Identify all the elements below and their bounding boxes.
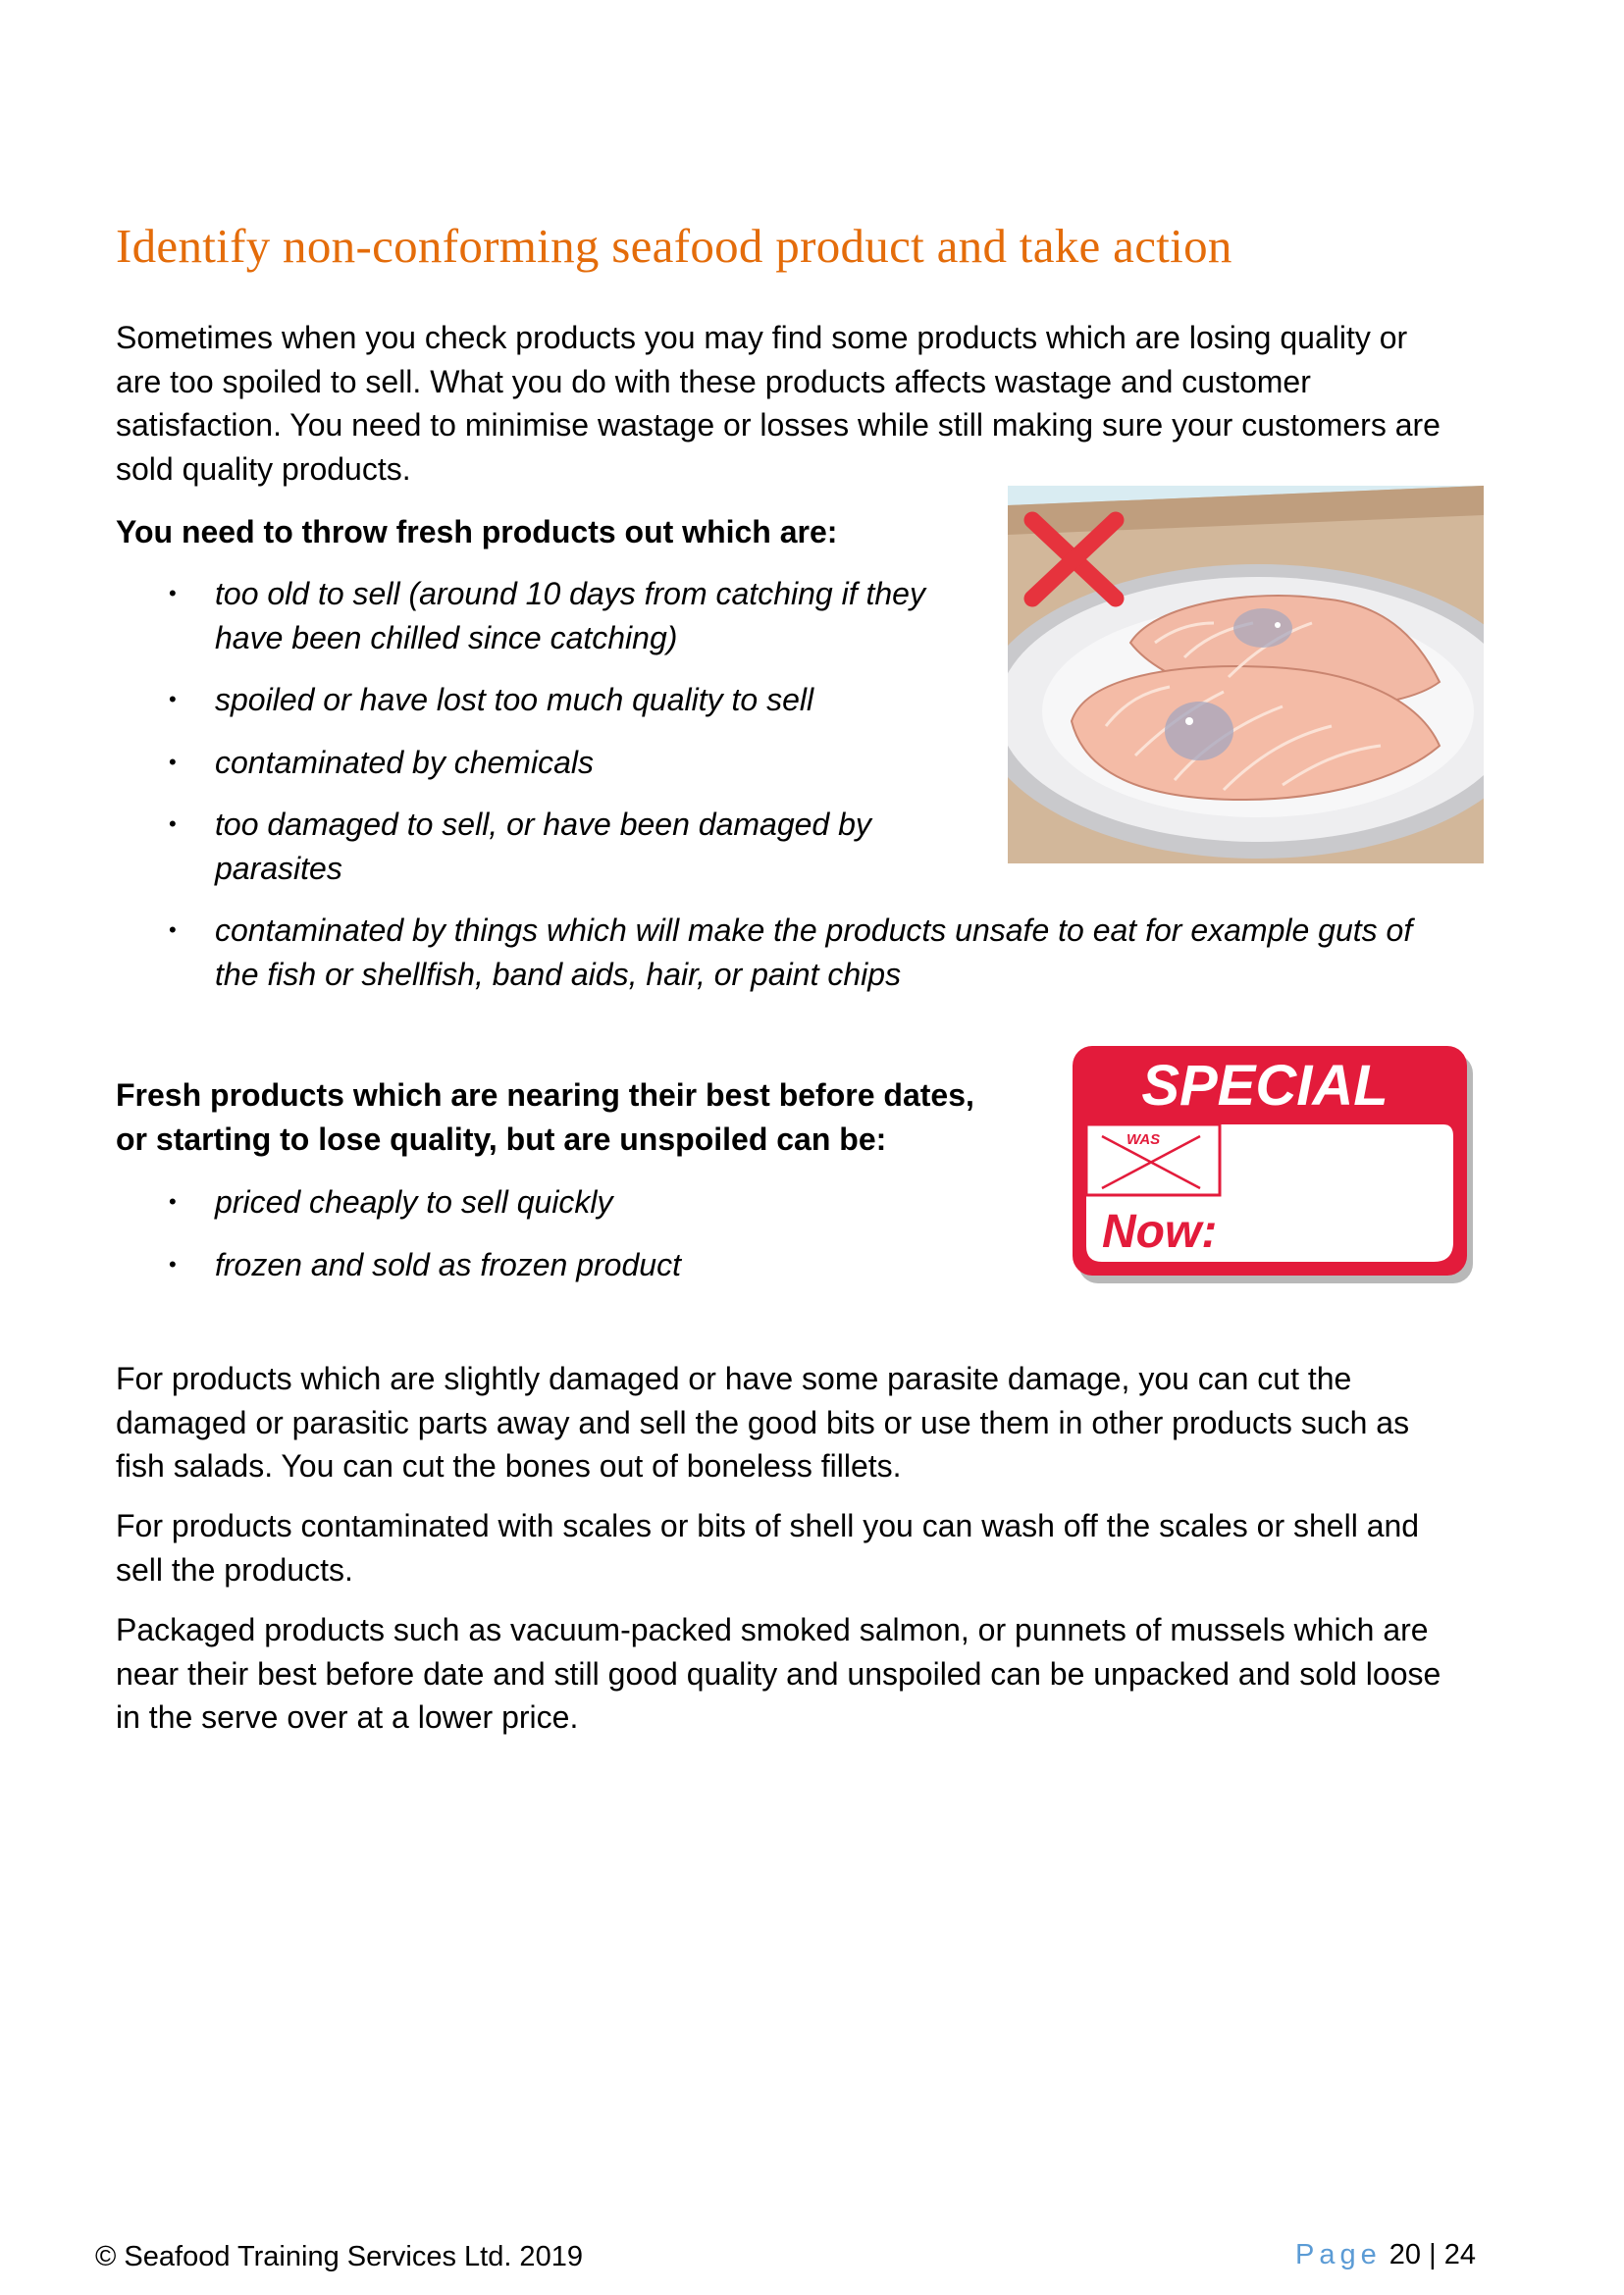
bullet-icon: • xyxy=(169,1189,177,1214)
text-line: in the serve over at a lower price. xyxy=(116,1699,579,1735)
page-word: Page xyxy=(1295,2239,1382,2270)
bullet-icon: • xyxy=(169,917,177,942)
bullet-icon: • xyxy=(169,811,177,836)
spoiled-fish-illustration xyxy=(1008,486,1484,863)
footer-copyright: © Seafood Training Services Ltd. 2019 xyxy=(95,2241,583,2272)
text-line: are too spoiled to sell. What you do with these products affects wastage and customer xyxy=(116,363,1311,399)
text-line: fish salads. You can cut the bones out of boneless fillets. xyxy=(116,1448,902,1484)
list-item: • too old to sell (around 10 days from catching if they have been chilled since catching) xyxy=(0,572,1412,659)
list-item: • priced cheaply to sell quickly xyxy=(0,1180,681,1225)
page-title: Identify non-conforming seafood product and take action xyxy=(116,219,1232,273)
special-price-label xyxy=(1073,1046,1475,1285)
text-line: For products which are slightly damaged or have some parasite damage, you can cut the xyxy=(116,1361,1352,1396)
text-line: satisfaction. You need to minimise wastage or losses while still making sure your customers are xyxy=(116,407,1441,443)
bullet-icon: • xyxy=(169,581,177,605)
list-item: • spoiled or have lost too much quality to sell xyxy=(0,678,1412,722)
list-item: • contaminated by things which will make the products unsafe to eat for example guts of the fish or shellfish, band aids, hair, or paint chips xyxy=(0,909,1412,996)
footer-page-number xyxy=(1295,2239,1476,2271)
now-label: Now: xyxy=(1102,1206,1218,1258)
text-line: damaged or parasitic parts away and sell the good bits or use them in other products such as xyxy=(116,1404,1410,1440)
intro-paragraph xyxy=(116,316,1441,491)
damaged-paragraph xyxy=(116,1357,1409,1488)
special-title: SPECIAL xyxy=(1141,1054,1388,1118)
was-label: WAS xyxy=(1126,1131,1161,1148)
text-line: Fresh products which are nearing their best before dates, xyxy=(116,1077,974,1113)
text-line: sold quality products. xyxy=(116,450,411,487)
text-line: Sometimes when you check products you may find some products which are losing quality or xyxy=(116,320,1408,355)
packaged-paragraph xyxy=(116,1608,1441,1740)
bullet-icon: • xyxy=(169,687,177,711)
text-line: Packaged products such as vacuum-packed smoked salmon, or punnets of mussels which are xyxy=(116,1612,1429,1647)
list-item: • frozen and sold as frozen product xyxy=(0,1243,681,1287)
throw-out-heading: You need to throw fresh products out which are: xyxy=(116,514,838,549)
list-item: • too damaged to sell, or have been damaged by parasites xyxy=(0,803,1412,890)
scales-paragraph xyxy=(116,1504,1419,1591)
bullet-icon: • xyxy=(169,1251,177,1277)
nearing-list xyxy=(0,1180,681,1305)
page-count: 20 | 24 xyxy=(1388,2239,1476,2270)
text-line: sell the products. xyxy=(116,1551,353,1588)
list-item: • contaminated by chemicals xyxy=(0,741,1412,785)
text-line: For products contaminated with scales or bits of shell you can wash off the scales or shell and xyxy=(116,1508,1420,1543)
text-line: or starting to lose quality, but are unspoiled can be: xyxy=(116,1121,887,1157)
nearing-heading xyxy=(116,1073,974,1161)
bullet-icon: • xyxy=(169,749,177,774)
text-line: near their best before date and still good quality and unspoiled can be unpacked and sold loose xyxy=(116,1655,1441,1692)
